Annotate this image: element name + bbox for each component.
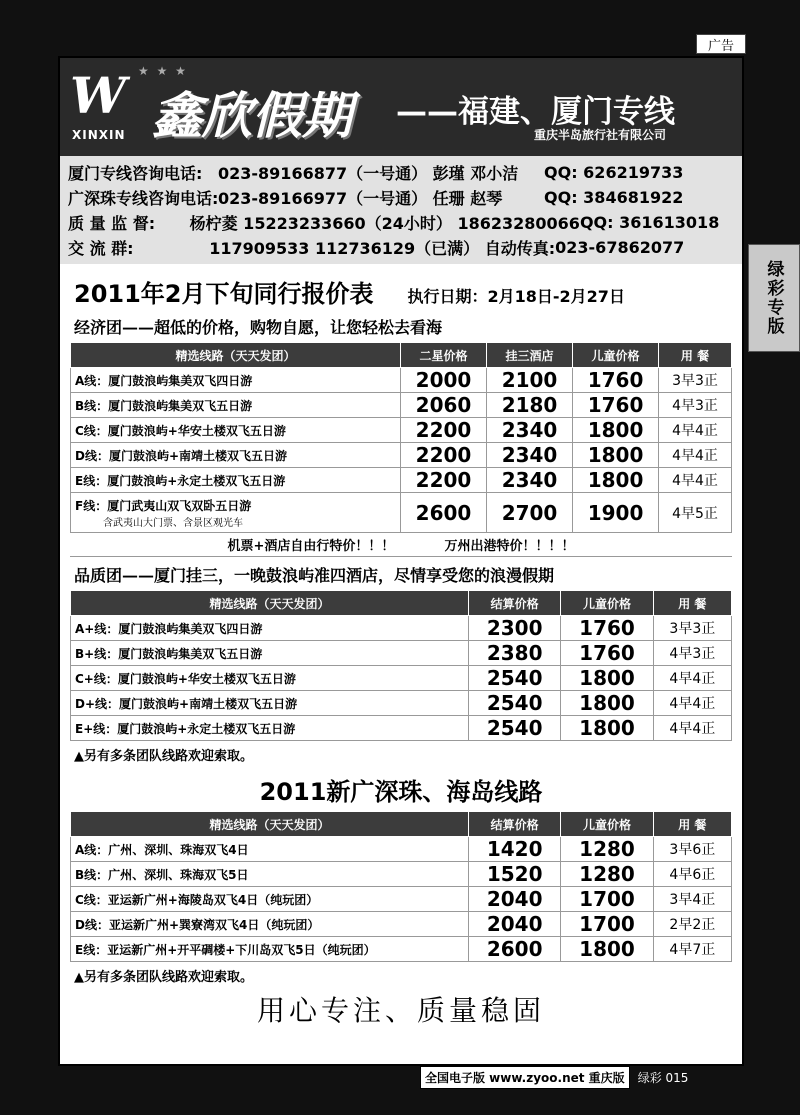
table-row: [71, 666, 732, 691]
contact-key: 交 流 群:: [68, 239, 134, 258]
contact-key: 广深珠专线咨询电话:: [68, 189, 219, 208]
ad-tag: 广告: [696, 34, 746, 54]
contact-qq: QQ: 626219733: [544, 163, 684, 182]
child-price: 1700: [561, 887, 653, 912]
col-child: 儿童价格: [561, 812, 653, 837]
col-price: 结算价格: [469, 812, 561, 837]
table-row: [71, 837, 732, 862]
table-row: [71, 368, 732, 393]
section-quality: [60, 563, 742, 764]
contact-qq: 023-67862077: [555, 238, 685, 257]
route: D+线：厦门鼓浪屿+南靖土楼双飞五日游: [71, 691, 469, 716]
price: 2340: [487, 468, 573, 493]
route-name: F线：厦门武夷山双飞双卧五日游: [75, 498, 252, 513]
section-subtitle: 品质团——厦门挂三，一晚鼓浪屿准四酒店，尽情享受您的浪漫假期: [74, 566, 555, 585]
price: 2200: [401, 443, 487, 468]
contact-value: 023-89166977（一号通） 任珊 赵琴: [218, 189, 503, 208]
price: 1420: [469, 837, 561, 862]
table-row: [71, 616, 732, 641]
meal: 4早5正: [659, 493, 732, 533]
col-meal: 用 餐: [653, 812, 731, 837]
edition-label: 全国电子版 www.zyoo.net 重庆版: [420, 1066, 630, 1089]
section-subtitle: 经济团——超低的价格，购物自愿，让您轻松去看海: [74, 318, 443, 337]
company-name: 重庆半岛旅行社有限公司: [534, 128, 667, 142]
table-row: [71, 912, 732, 937]
table-row: [71, 716, 732, 741]
meal: 4早7正: [653, 937, 731, 962]
table-row: [71, 393, 732, 418]
meal: 4早4正: [659, 418, 732, 443]
price: 2200: [401, 468, 487, 493]
child-price: 1700: [561, 912, 653, 937]
meal: 4早4正: [653, 666, 731, 691]
more-routes-note: ▲另有多条团队线路欢迎索取。: [74, 970, 253, 985]
child-price: 1800: [573, 468, 659, 493]
child-price: 1800: [561, 666, 653, 691]
contact-qq: QQ: 361613018: [579, 213, 720, 232]
price: 2340: [487, 418, 573, 443]
header: [60, 58, 742, 156]
route: B线：广州、深圳、珠海双飞5日: [71, 862, 469, 887]
price: 2600: [469, 937, 561, 962]
price: 2000: [401, 368, 487, 393]
meal: 3早3正: [653, 616, 731, 641]
price: 2540: [469, 716, 561, 741]
contact-row: [68, 160, 734, 185]
child-price: 1900: [573, 493, 659, 533]
price: 2060: [401, 393, 487, 418]
route: E线：厦门鼓浪屿+永定土楼双飞五日游: [71, 468, 401, 493]
route: A线：广州、深圳、珠海双飞4日: [71, 837, 469, 862]
contact-qq: QQ: 384681922: [544, 188, 684, 207]
child-price: 1800: [561, 716, 653, 741]
ad-card: [58, 56, 744, 1066]
table-row: [71, 493, 732, 533]
child-price: 1760: [561, 616, 653, 641]
col-route: 精选线路（天天发团）: [71, 812, 469, 837]
route: A线：厦门鼓浪屿集美双飞四日游: [71, 368, 401, 393]
meal: 3早3正: [659, 368, 732, 393]
route: E+线：厦门鼓浪屿+永定土楼双飞五日游: [71, 716, 469, 741]
price: 2200: [401, 418, 487, 443]
brand-name: 鑫欣假期: [152, 86, 352, 145]
price: 2540: [469, 691, 561, 716]
col-meal: 用 餐: [653, 591, 731, 616]
price: 2540: [469, 666, 561, 691]
col-route: 精选线路（天天发团）: [71, 591, 469, 616]
child-price: 1800: [573, 443, 659, 468]
meal: 4早4正: [659, 443, 732, 468]
page-number: 绿彩 015: [637, 1070, 689, 1085]
col-child: 儿童价格: [561, 591, 653, 616]
meal: 3早4正: [653, 887, 731, 912]
stars-decoration: ★ ★ ★: [138, 64, 188, 78]
price: 2300: [469, 616, 561, 641]
route: B+线：厦门鼓浪屿集美双飞五日游: [71, 641, 469, 666]
route: [71, 493, 401, 533]
slogan: ——福建、厦门专线: [396, 94, 675, 130]
col-two-star: 二星价格: [401, 343, 487, 368]
meal: 4早4正: [659, 468, 732, 493]
col-child: 儿童价格: [573, 343, 659, 368]
price-table-guangdong: [70, 811, 732, 962]
price: 2040: [469, 887, 561, 912]
exec-date: 执行日期：2月18日-2月27日: [407, 287, 625, 306]
logo-text: XINXIN: [72, 128, 126, 142]
special-offers: [70, 533, 732, 557]
route: C线：亚运新广州+海陵岛双飞4日（纯玩团）: [71, 887, 469, 912]
route: C线：厦门鼓浪屿+华安土楼双飞五日游: [71, 418, 401, 443]
contact-value: 023-89166877（一号通） 彭瑾 邓小洁: [218, 164, 519, 183]
route: D线：厦门鼓浪屿+南靖土楼双飞五日游: [71, 443, 401, 468]
route: B线：厦门鼓浪屿集美双飞五日游: [71, 393, 401, 418]
price: 1520: [469, 862, 561, 887]
col-three-star: 挂三酒店: [487, 343, 573, 368]
price: 2040: [469, 912, 561, 937]
price: 2700: [487, 493, 573, 533]
route-note: 含武夷山大门票、含景区观光车: [103, 517, 243, 529]
contacts: [60, 156, 742, 264]
meal: 2早2正: [653, 912, 731, 937]
contact-value: 杨柠菱 15223233660（24小时） 18623280066: [189, 214, 580, 233]
route: C+线：厦门鼓浪屿+华安土楼双飞五日游: [71, 666, 469, 691]
main-title: 2011年2月下旬同行报价表: [74, 280, 374, 308]
child-price: 1800: [573, 418, 659, 443]
table-row: [71, 691, 732, 716]
child-price: 1760: [573, 368, 659, 393]
route: E线：亚运新广州+开平碉楼+下川岛双飞5日（纯玩团）: [71, 937, 469, 962]
contact-key: 质 量 监 督:: [68, 214, 156, 233]
table-row: [71, 641, 732, 666]
meal: 4早4正: [653, 716, 731, 741]
price: 2380: [469, 641, 561, 666]
price-table-quality: [70, 590, 732, 741]
col-route: 精选线路（天天发团）: [71, 343, 401, 368]
logo: W: [70, 66, 127, 125]
price: 2600: [401, 493, 487, 533]
price: 2180: [487, 393, 573, 418]
section-economy: [60, 274, 742, 557]
section-guangdong: [60, 772, 742, 1029]
child-price: 1760: [573, 393, 659, 418]
contact-row: [68, 210, 734, 235]
route: A+线：厦门鼓浪屿集美双飞四日游: [71, 616, 469, 641]
meal: 4早6正: [653, 862, 731, 887]
contact-row: [68, 235, 734, 260]
col-price: 结算价格: [469, 591, 561, 616]
child-price: 1800: [561, 937, 653, 962]
footer: [420, 1066, 750, 1088]
col-meal: 用 餐: [659, 343, 732, 368]
child-price: 1280: [561, 837, 653, 862]
table-row: [71, 468, 732, 493]
special-offer-1: 机票+酒店自由行特价！！！: [227, 539, 395, 554]
contact-row: [68, 185, 734, 210]
price: 2100: [487, 368, 573, 393]
meal: 4早3正: [659, 393, 732, 418]
route: D线：亚运新广州+巽寮湾双飞4日（纯玩团）: [71, 912, 469, 937]
contact-key: 厦门专线咨询电话:: [68, 164, 203, 183]
meal: 4早3正: [653, 641, 731, 666]
table-row: [71, 862, 732, 887]
more-routes-note: ▲另有多条团队线路欢迎索取。: [74, 749, 253, 764]
price-table-economy: [70, 342, 732, 533]
child-price: 1800: [561, 691, 653, 716]
contact-value: 117909533 112736129（已满） 自动传真:: [209, 239, 556, 258]
child-price: 1280: [561, 862, 653, 887]
meal: 4早4正: [653, 691, 731, 716]
price: 2340: [487, 443, 573, 468]
table-row: [71, 418, 732, 443]
section-title: 2011新广深珠、海岛线路: [259, 778, 543, 806]
motto: 用心专注、质量稳固: [256, 994, 545, 1027]
special-offer-2: 万州出港特价！！！！: [444, 539, 575, 554]
table-row: [71, 887, 732, 912]
meal: 3早6正: [653, 837, 731, 862]
table-row: [71, 443, 732, 468]
child-price: 1760: [561, 641, 653, 666]
side-tab: 绿彩专版: [748, 244, 800, 352]
table-row: [71, 937, 732, 962]
